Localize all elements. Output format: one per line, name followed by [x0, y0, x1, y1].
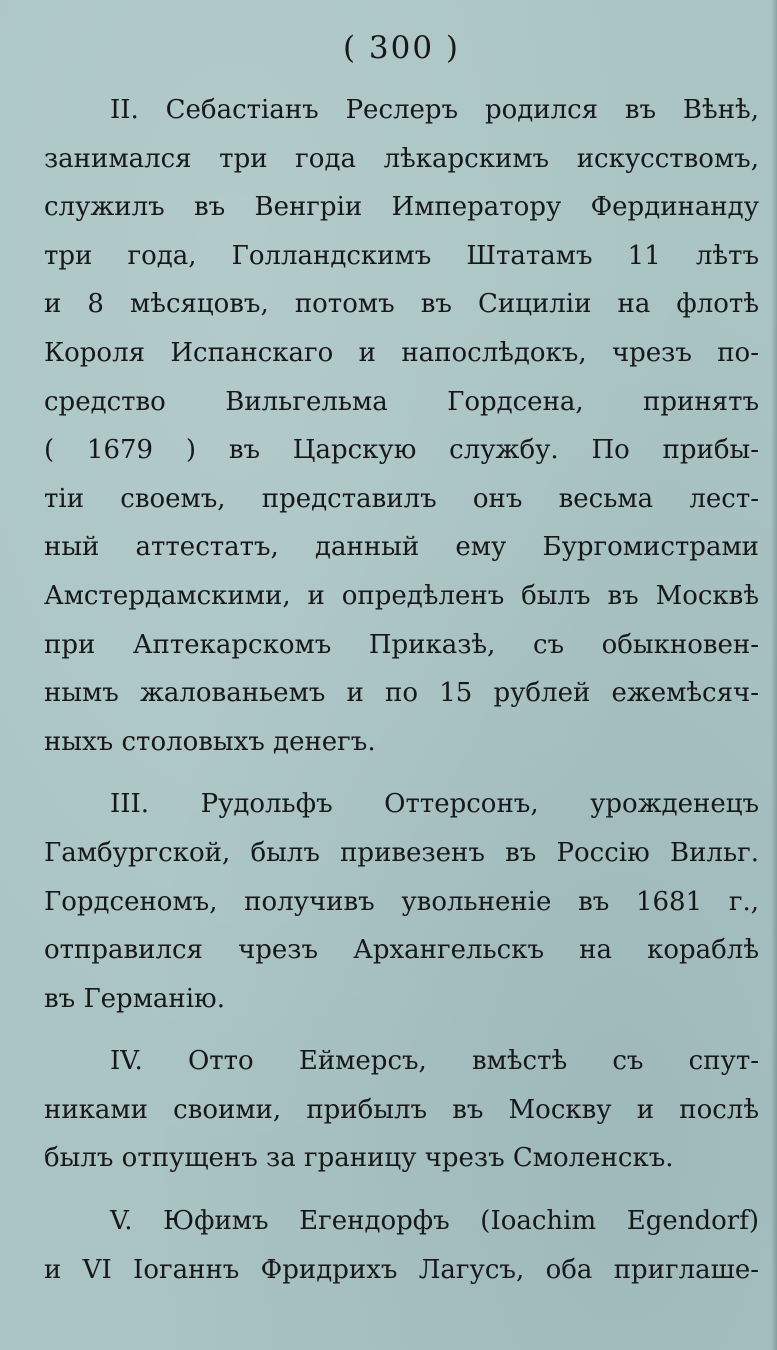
text-line: Гамбургской, былъ привезенъ въ Россію Вильг.: [44, 837, 759, 868]
paragraph-gap: [44, 1183, 759, 1197]
text-line: ныхъ столовыхъ денегъ.: [44, 726, 376, 757]
text-line: средство Вильгельма Гордсена, принятъ: [44, 386, 759, 417]
paragraph-1: [44, 86, 759, 766]
text-line: три года, Голландскимъ Штатамъ 11 лѣтъ: [44, 240, 759, 271]
text-line: V. Юфимъ Егендорфъ (Ioachim Egendorf): [110, 1206, 759, 1237]
paragraph-3: [44, 1037, 759, 1183]
text-line: никами своими, прибылъ въ Москву и послѣ: [44, 1094, 759, 1125]
paragraph-gap: [44, 766, 759, 780]
text-line: въ Германію.: [44, 983, 225, 1014]
text-line: Гордсеномъ, получивъ увольненіе въ 1681 г.,: [44, 886, 759, 917]
text-line: ( 1679 ) въ Царскую службу. По прибы-: [44, 435, 759, 466]
page-number: ( 300 ): [342, 30, 461, 66]
text-line: занимался три года лѣкарскимъ искусствомъ,: [44, 143, 759, 174]
text-line: Амстердамскими, и опредѣленъ былъ въ Москвѣ: [44, 580, 759, 611]
text-line: и 8 мѣсяцовъ, потомъ въ Сициліи на флотѣ: [44, 289, 759, 320]
text-line: служилъ въ Венгріи Императору Фердинанду: [44, 192, 759, 223]
text-line: IV. Отто Еймерсъ, вмѣстѣ съ спут-: [110, 1046, 759, 1077]
paragraph-4: [44, 1197, 759, 1294]
text-line: тіи своемъ, представилъ онъ весьма лест-: [44, 483, 759, 514]
text-line: отправился чрезъ Архангельскъ на кораблѣ: [44, 935, 759, 966]
text-line: Короля Испанскаго и напослѣдокъ, чрезъ по-: [44, 337, 759, 368]
text-line: былъ отпущенъ за границу чрезъ Смоленскъ.: [44, 1143, 674, 1174]
text-line: II. Себастіанъ Реслеръ родился въ Вѣнѣ,: [110, 95, 759, 125]
text-line: и VI Іоганнъ Фридрихъ Лагусъ, оба приглаше-: [44, 1254, 759, 1285]
paragraph-2: [44, 780, 759, 1023]
text-line: при Аптекарскомъ Приказѣ, съ обыкновен-: [44, 629, 759, 660]
text-line: ный аттестатъ, данный ему Бургомистрами: [44, 532, 759, 563]
text-line: III. Рудольфъ Оттерсонъ, урожденецъ: [110, 789, 759, 820]
page-edge-shadow: [771, 0, 777, 1350]
paragraph-gap: [44, 1023, 759, 1037]
text-line: нымъ жалованьемъ и по 15 рублей ежемѣсяч-: [44, 678, 759, 709]
